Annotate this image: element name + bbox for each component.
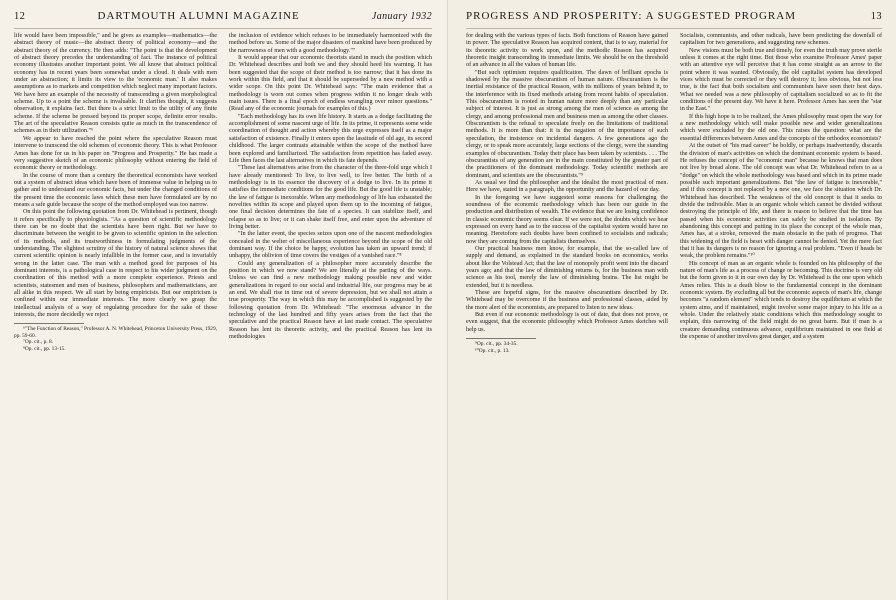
right-running-head	[466, 10, 882, 29]
paragraph: At the outset of "his mad career" he boldly, or perhaps inadvertently, discards the division of man's activities on which the dominant economic system is based. He refuses the concept of the "economic man" because he knows that man does not live by bread alone. The old concept was what Dr. Whitehead refers to as a "dodge" on which the whole methodology was based and which in its prime made possible such important generalizations. But "the law of fatigue is inexorable," and if this concept is not replaced by a new one, we face the situation which Dr. Whitehead has described. The weakness of the old concept is that it seeks to divide the indivisible. Man is an organic whole which cannot be divided without destroying the principle of life, and there is reason to believe that the time has passed when his economic activities can safely be studied in isolation. By abandoning this concept and putting in its place the concept of the whole man, Ames has, at a stroke, removed the main obstacle in the path of progress. That this widening of the field is beset with danger cannot be denied. Yet the mere fact that it has its dangers is no reason for ignoring a real problem. "Even if heads be weak, the problem remains."¹⁰	[680, 143, 882, 260]
page-number: 12	[14, 11, 26, 22]
paragraph: Our practical business men know, for example, that the so-called law of supply and demand, as explained in the standard books on economics, works about like the Volstead Act; that the law of monopoly profit went into the discard years ago; and that the law of diminishing returns is, for the business man with science as his tool, merely the law of diminishing brains. The list might be extended, but it is needless.	[466, 245, 668, 289]
paragraph: New visions must be both true and timely, for even the truth may prove sterile unless it comes at the right time. But those who examine Professor Ames' paper with an attentive eye will perceive that it has come straight as an arrow to the point where it was wanted. Obviously, the old capitalist system has developed vices which must be corrected or they will destroy it; less obvious, but not less true, is the fact that both socialism and communism have seen their best days. What we needed was a new philosophy of capitalism socialized so as to fit the conditions of the present day. We have it here. Professor Ames has seen the "star in the East."	[680, 47, 882, 113]
paragraph: Could any generalization of a philosopher more accurately describe the position in which we now stand? We are literally at the parting of the ways. Unless we can find a new methodology making possible new and wider generalizations in regard to our social and industrial life, our progress may be at an end. We shall rise in time out of severe depression, but we shall not attain a true prosperity. The way in which this may be accomplished is suggested by the following quotation from Dr. Whitehead: "The enormous advance in the technology of the last hundred and fifty years arises from the fact that the speculative and the practical Reason have at last made contact. The speculative Reason has lent its theoretic activity, and the practical Reason has lent its methodologies	[229, 260, 432, 341]
footnote: ⁶"The Function of Reason," Professor A. N. Whitehead, Princeton University Press, 1929, pp. 59-60.	[14, 326, 217, 339]
paragraph: On this point the following quotation from Dr. Whitehead is pertinent, though it refers specifically to physiologists. "As a question of scientific methodology there can be no doubt that the scientists have been right. But we have to discriminate between the weight to be given to scientific opinion in the selection of its methods, and its trustworthiness in formulating judgments of the understanding. The slightest scrutiny of the history of natural science shows that current scientific opinion is nearly infallible in the former case, and is invariably wrong in the latter case. The man with a method good for purposes of his dominant interests, is a pathological case in respect to his wider judgment on the coordination of this method with a more complete experience. Priests and scientists, statesmen and men of business, philosophers and mathematicians, are all alike in this respect. We all start by being empiricists. But our empiricism is confined within our immediate interests. The more clearly we grasp the intellectual analysis of a way of regulating procedure for the sake of those interests, the more decidedly we reject	[14, 209, 217, 319]
right-column-2	[680, 33, 882, 354]
page-number: 13	[870, 11, 882, 22]
footnote: ¹⁰Op. cit., p. 13.	[475, 347, 510, 354]
paragraph: If this high hope is to be realized, the Ames philosophy must open the way for a new methodology which will make possible new and wider generalizations which were excluded by the old one. This raises the question: what are the essential differences between Ames and the concepts of the orthodox economists?	[680, 113, 882, 142]
paragraph: These are hopeful signs, for the massive obscurantism described by Dr. Whitehead may be overcome if the business and professional classes, aided by the more alert of the economists, are prepared to listen to new ideas.	[466, 290, 668, 311]
footnote: ⁹Op. cit., pp. 34-35.	[475, 341, 518, 348]
left-column-2	[229, 33, 432, 352]
running-title: PROGRESS AND PROSPERITY: A SUGGESTED PROGRAM	[466, 10, 796, 22]
paragraph: life would have been impossible," and he gives as examples—mathematics—the abstract theory of music—the abstract theory of political economy—and the abstract theory of the currency. He then adds: "The point is that the development of abstract theory precedes the understanding of fact. The instance of political economy illustrates another important point. We all know that abstract political economy has in recent years been somewhat under a cloud. It deals with men under an abstraction; it limits its view to the 'economic man.' It also makes assumptions as to markets and competition which neglect many important factors. We have here an example of the necessity of transcending a given morphological scheme. Up to a point the scheme is invaluable. It clarifies thought, it suggests observation, it explains fact. But there is a strict limit to the utility of any finite scheme. If the scheme be pressed beyond its proper scope, definite error results. The art of the speculative Reason consists quite as much in the transcendence of schemes as in their utilization."⁶	[14, 33, 217, 135]
paragraph: "In the latter event, the species seizes upon one of the nascent methodologies concealed in the welter of miscellaneous experience beyond the scope of the old dominant way. If the choice be happy, evolution has taken an upward trend; if unhappy, the oblivion of time covers the vestiges of a vanished race."⁸	[229, 231, 432, 260]
paragraph: We appear to have reached the point where the speculative Reason must intervene to transcend the old schemes of economic theory. This is what Professor Ames has done for us in his paper on "Progress and Prosperity." He has made a very suggestive sketch of an economic philosophy without entering the field of economic theory or methodology.	[14, 135, 217, 172]
footnote: ⁷Op. cit., p. 8.	[23, 339, 54, 346]
paragraph: "But such optimism requires qualification. The dawn of brilliant epochs is shadowed by the massive obscurantism of human nature. Obscurantism is the inertial resistance of the practical Reason, with its millions of years behind it, to the interference with its fixed methods arising from recent habits of speculation. This obscurantism is rooted in human nature more deeply than any particular subject of interest. It is just as strong among the men of science as among the clergy, and among professional men and business men as among the other classes. Obscurantism is the refusal to speculate freely on the limitations of traditional methods. It is more than that: it is the negation of the importance of such speculation, the insistence on incidental dangers. A few generations ago the clergy, or to speak more accurately, large sections of the clergy, were the standing examples of obscurantism. Today their place has been taken by scientists. . . . The obscurantists of any generation are in the main constituted by the greater part of the practitioners of the dominant methodology. Today scientific methods are dominant, and scientists are the obscurantists."⁹	[466, 69, 668, 179]
paragraph: It would appear that our economic theorists stand in much the position which Dr. Whitehead describes and both we and they should heed his warning. It has been suggested that the scope of their method is too narrow; that it has done its work within this field, and that it should be superseded by a new method with a wider scope. On this point Dr. Whitehead says: "The main evidence that a methodology is worn out comes when progress within it no longer deals with main issues. There is a final epoch of endless wrangling over minor questions." (Read any of the economic journals for examples of this.)	[229, 55, 432, 113]
right-page	[448, 0, 896, 600]
footnote: ⁸Op. cit., pp. 13-15.	[23, 345, 66, 352]
running-title: DARTMOUTH ALUMNI MAGAZINE	[97, 10, 300, 22]
left-column-1	[14, 33, 217, 352]
paragraph: "Each methodology has its own life history. It starts as a dodge facilitating the accomplishment of some nascent urge of life. In its prime, it represents some wide coordination of thought and action whereby this urge expresses itself as a major satisfaction of existence. Finally it enters upon the lassitude of old age, its second childhood. The larger contrasts attainable within the scope of the method have been explored and familiarized. The satisfaction from repetition has faded away. Life then faces the last alternatives in which its fate depends.	[229, 113, 432, 164]
paragraph: In the course of more than a century the theoretical economists have worked out a system of abstract ideas which have been of immense value in helping us to gather and to understand our economic facts, but under the changed conditions of the present time the economic laws which these men have formulated are by no means a safe guide because the scope of the method employed was too narrow.	[14, 172, 217, 208]
right-column-1	[466, 33, 668, 354]
issue-date: January 1932	[371, 11, 432, 22]
paragraph: "These last alternatives arise from the character of the three-fold urge which I have already mentioned: To live, to live well, to live better. The birth of a methodology is in its essence the discovery of a dodge to live. In its prime it satisfies the immediate conditions for the good life. But the good life is unstable; the law of fatigue is inexorable. When any methodology of life has exhausted the novelties within its scope and played upon them up to the incoming of fatigue, one final decision determines the fate of a species. It can stabilize itself, and relapse so as to live; or it can shake itself free, and enter upon the adventure of living better.	[229, 165, 432, 230]
paragraph: In the foregoing we have suggested some reasons for challenging the soundness of the economic methodology which has been our guide in the production and distribution of wealth. The evidence that we are losing confidence in classic economic theory seems clear. If we were not, the doubts which we hear expressed on every hand as to the success of the capitalist system would have no meaning. Heretofore such doubts have been confined to socialists and radicals; now they are coming from the capitalists themselves.	[466, 194, 668, 245]
paragraph: the inclusion of evidence which refuses to be immediately harmonized with the method before us. Some of the major disasters of mankind have been produced by the narrowness of men with a good methodology."⁷	[229, 33, 432, 54]
paragraph: for dealing with the various types of facts. Both functions of Reason have gained in power. The speculative Reason has acquired content, that is to say, material for its theoretic activity to work upon, and the methodic Reason has acquired theoretic insight transcending its immediate limits. We should be on the threshold of an advance in all the values of human life.	[466, 33, 668, 69]
paragraph: His concept of man as an organic whole is founded on his philosophy of the nature of man's life as a process of change or becoming. This doctrine is very old but the form given to it in our own day by Dr. Whitehead is the one upon which Ames relies. This is a death blow to the fundamental concept in the dominant economic system. By excluding all but the economic aspects of man's life, change becomes "a random element" which tends to destroy the equilibrium at which the system aims, and if maintained, might involve some major injury to his life as a whole. Under the relatively static conditions which this methodology sought to explain, this narrowing of the field might do no great harm. But if man is a creature demanding continuous advance, equilibrium maintained in one field at the expense of another involves great danger, and a system	[680, 260, 882, 341]
left-running-head	[14, 10, 432, 29]
footnote-rule	[14, 323, 84, 324]
footnote-rule	[466, 338, 536, 339]
paragraph: But even if our economic methodology is out of date, that does not prove, or even suggest, that the economic philosophy which Professor Ames sketches will help us.	[466, 312, 668, 333]
paragraph: Socialists, communists, and other radicals, have been predicting the downfall of capitalism for two generations, and suggesting new schemes.	[680, 33, 882, 47]
paragraph: As usual we find the philosopher and the idealist the most practical of men. Here we have, stated in a paragraph, the opportunity and the hazard of our day.	[466, 179, 668, 194]
